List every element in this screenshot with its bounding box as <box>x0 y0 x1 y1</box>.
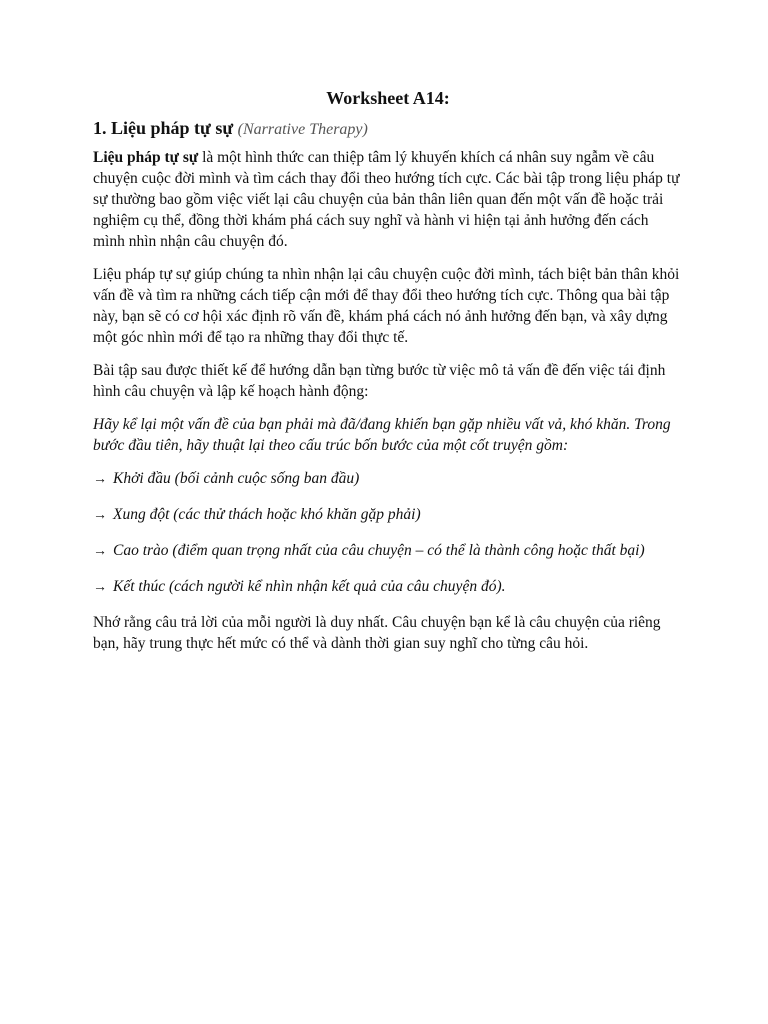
intro-text: là một hình thức can thiệp tâm lý khuyến khích cá nhân suy ngẫm về câu chuyện cuộc đời mình và tìm cách thay đổi theo hướng tích cực. Các bài tập trong liệu pháp tự sự thường bao gồm việc viết lại câu chuyện của bản thân liên quan đến một vấn đề hoặc trải nghiệm cụ thể, đồng thời khám phá cách suy nghĩ và hành vi hiện tại ảnh hưởng đến cách mình nhìn nhận câu chuyện đó. <box>93 149 680 250</box>
step-item <box>93 504 683 526</box>
step-text: Cao trào (điểm quan trọng nhất của câu chuyện – có thể là thành công hoặc thất bại) <box>113 542 645 559</box>
arrow-right-icon: → <box>93 472 107 487</box>
arrow-right-icon: → <box>93 580 107 595</box>
paragraph-3: Bài tập sau được thiết kế để hướng dẫn bạn từng bước từ việc mô tả vấn đề đến việc tái định hình câu chuyện và lập kế hoạch hành động: <box>93 362 666 400</box>
step-text: Xung đột (các thử thách hoặc khó khăn gặp phải) <box>113 506 421 523</box>
worksheet-title: Worksheet A14: <box>326 88 450 108</box>
step-item <box>93 576 683 598</box>
arrow-right-icon: → <box>93 508 107 523</box>
step-text: Kết thúc (cách người kể nhìn nhận kết quả của câu chuyện đó). <box>113 578 506 595</box>
step-item <box>93 468 683 490</box>
paragraph-2: Liệu pháp tự sự giúp chúng ta nhìn nhận lại câu chuyện cuộc đời mình, tách biệt bản thân khỏi vấn đề và tìm ra những cách tiếp cận mới để thay đổi theo hướng tích cực. Thông qua bài tập này, bạn sẽ có cơ hội xác định rõ vấn đề, khám phá cách nó ảnh hưởng đến bạn, và xây dựng một góc nhìn mới để tạo ra những thay đổi thực tế. <box>93 266 680 346</box>
section-heading-subtitle: (Narrative Therapy) <box>237 121 368 138</box>
closing-paragraph: Nhớ rằng câu trả lời của mỗi người là duy nhất. Câu chuyện bạn kể là câu chuyện của riêng bạn, hãy trung thực hết mức có thể và dành thời gian suy nghĩ cho từng câu hỏi. <box>93 614 661 652</box>
intro-paragraph <box>93 147 683 252</box>
section-heading <box>93 115 683 143</box>
step-item <box>93 540 683 562</box>
document-page <box>93 86 683 666</box>
section-heading-main: 1. Liệu pháp tự sự <box>93 118 234 138</box>
step-text: Khởi đầu (bối cảnh cuộc sống ban đầu) <box>113 470 360 487</box>
intro-term: Liệu pháp tự sự <box>93 149 199 166</box>
arrow-right-icon: → <box>93 544 107 559</box>
paragraph-4: Hãy kể lại một vấn đề của bạn phải mà đã/đang khiến bạn gặp nhiều vất vả, khó khăn. Trong bước đầu tiên, hãy thuật lại theo cấu trúc bốn bước của một cốt truyện gồm: <box>93 416 671 454</box>
